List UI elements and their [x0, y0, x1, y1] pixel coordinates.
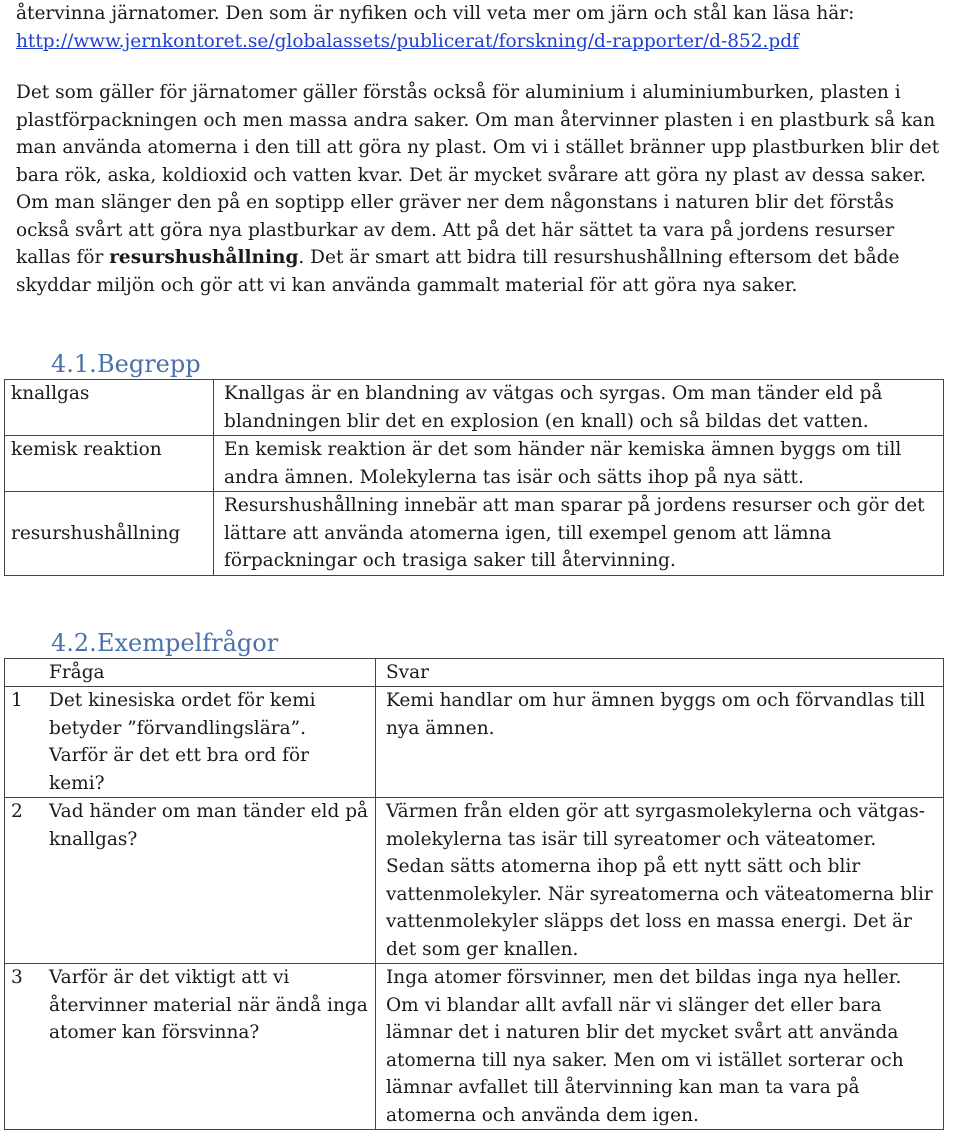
concept-definition: En kemisk reaktion är det som händer när kemiska ämnen byggs om till andra ämnen. Molekylerna tas isär och sätts ihop på nya sätt. [214, 436, 944, 492]
question-text: Varför är det viktigt att vi återvinner material när ändå inga atomer kan försvinna? [43, 964, 376, 1130]
concept-term: resurshushållning [5, 492, 214, 576]
answer-text: Inga atomer försvinner, men det bildas inga nya heller. Om vi blandar allt avfall när vi slänger det eller bara lämnar det i naturen blir det mycket svårt att använda atomerna till nya saker. Men om vi istället sorterar och lämnar avfallet till återvinning kan man ta vara på atomerna och använda dem igen. [376, 964, 944, 1130]
question-number: 2 [5, 798, 44, 964]
intro-paragraph [16, 0, 946, 55]
table-row [5, 492, 944, 576]
header-answer: Svar [376, 658, 944, 687]
answer-text: Värmen från elden gör att syrgasmolekylerna och vätgas-molekylerna tas isär till syreatomer och väteatomer. Sedan sätts atomerna ihop på ett nytt sätt och blir vattenmolekyler. När syreatomerna och väteatomerna blir vattenmolekyler släpps det loss en massa energi. Det är det som ger knallen. [376, 798, 944, 964]
section-number: 4.1. [51, 350, 97, 378]
table-header-row [5, 658, 944, 687]
section-title: Exempelfrågor [97, 628, 279, 657]
resource-text-1: Det som gäller för järnatomer gäller förstås också för aluminium i aluminiumburken, plasten i plastförpackningen och men massa andra saker. Om man återvinner plasten i en plastburk så kan man använda atomerna i den till att göra ny plast. Om vi i stället bränner upp plastburken blir det bara rök, aska, koldioxid och vatten kvar. Det är mycket svårare att göra ny plast av dessa saker. Om man slänger den på en soptipp eller gräver ner dem någonstans i naturen blir det förstås också svårt att göra nya plastburkar av dem. Att på det här sättet ta vara på jordens resurser kallas för [16, 82, 940, 268]
header-number-cell [5, 658, 44, 687]
table-row [5, 380, 944, 436]
answer-text: Kemi handlar om hur ämnen byggs om och förvandlas till nya ämnen. [376, 687, 944, 798]
question-text: Det kinesiska ordet för kemi betyder ”förvandlingslära”. Varför är det ett bra ord för kemi? [43, 687, 376, 798]
table-row [5, 798, 944, 964]
concept-definition: Knallgas är en blandning av vätgas och syrgas. Om man tänder eld på blandningen blir det en explosion (en knall) och så bildas det vatten. [214, 380, 944, 436]
questions-table [4, 658, 944, 1131]
table-row [5, 436, 944, 492]
section-heading-exempelfragor [51, 628, 946, 658]
section-number: 4.2. [51, 628, 97, 657]
section-heading-begrepp [51, 349, 946, 379]
intro-text: återvinna järnatomer. Den som är nyfiken och vill veta mer om järn och stål kan läsa här: [16, 3, 855, 24]
concept-term: knallgas [5, 380, 214, 436]
concepts-table [4, 379, 944, 576]
question-text: Vad händer om man tänder eld på knallgas? [43, 798, 376, 964]
resource-text-2: . Det är smart att bidra till resurshushållning eftersom det både skyddar miljön och gör att vi kan använda gammalt material för att göra nya saker. [16, 247, 900, 296]
resource-bold-term: resurshushållning [109, 247, 299, 268]
question-number: 3 [5, 964, 44, 1130]
resource-paragraph [16, 79, 946, 299]
header-question: Fråga [43, 658, 376, 687]
section-title: Begrepp [97, 350, 201, 378]
jernkontoret-link[interactable]: http://www.jernkontoret.se/globalassets/publicerat/forskning/d-rapporter/d-852.pdf [16, 30, 799, 52]
table-row [5, 964, 944, 1130]
question-number: 1 [5, 687, 44, 798]
table-row [5, 687, 944, 798]
document-page [11, 0, 946, 1130]
concept-definition: Resurshushållning innebär att man sparar på jordens resurser och gör det lättare att använda atomerna igen, till exempel genom att lämna förpackningar och trasiga saker till återvinning. [214, 492, 944, 576]
concept-term: kemisk reaktion [5, 436, 214, 492]
